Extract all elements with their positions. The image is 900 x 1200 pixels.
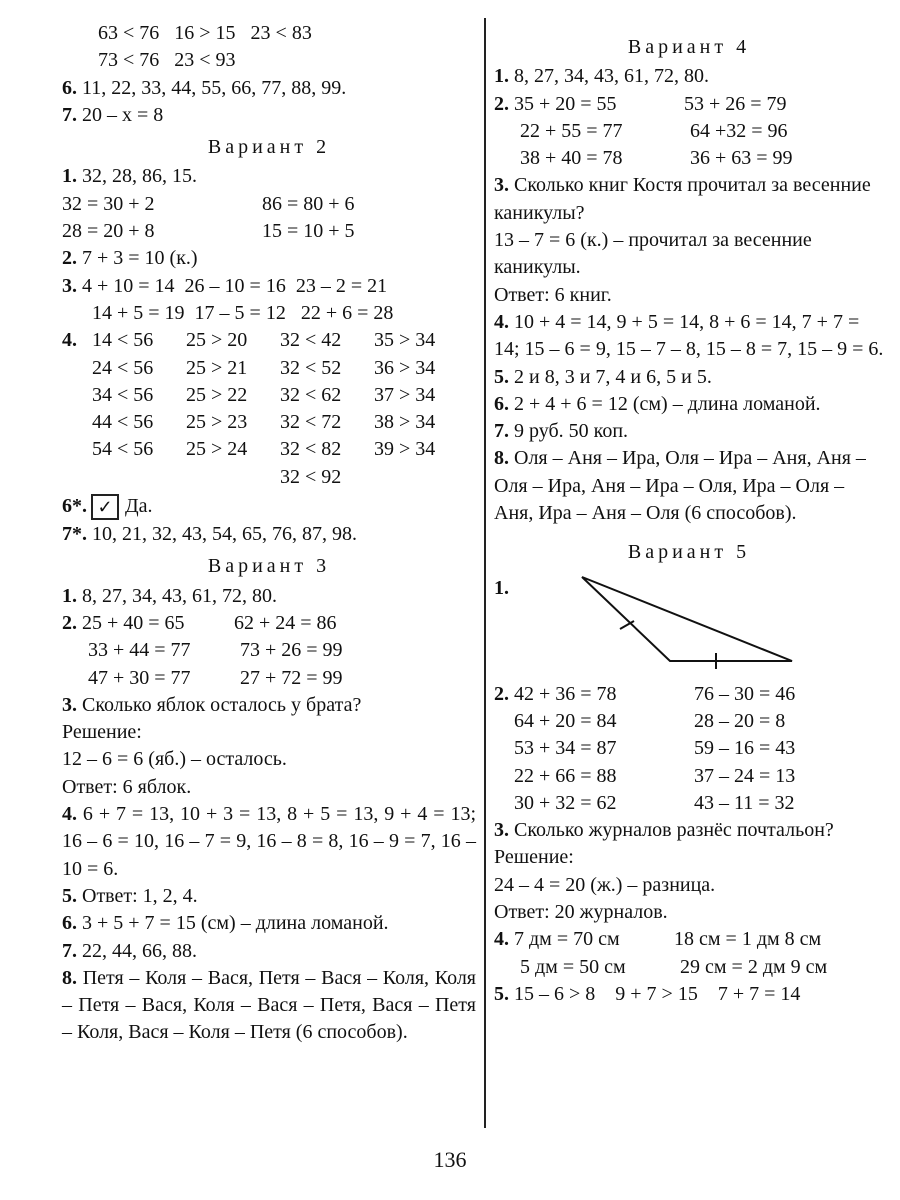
v2-answer-3-cont: 14 + 5 = 19 17 – 5 = 12 22 + 6 = 28 [92, 301, 394, 324]
v4-calculation: 13 – 7 = 6 (к.) – прочитал за весенние каникулы. [494, 229, 812, 279]
checkbox-checked-icon: ✓ [91, 494, 119, 520]
v2-answer-7: 7*. 10, 21, 32, 43, 54, 65, 76, 87, 98. [62, 523, 357, 546]
v3-answer-text: Ответ: 6 яблок. [62, 775, 192, 798]
v3-answer-2-cont: 33 + 44 = 77 73 + 26 = 99 [88, 639, 343, 662]
equation-row: 30 + 32 = 62 43 – 11 = 32 [514, 791, 795, 814]
v2-decomposition: 32 = 30 + 2 86 = 80 + 6 [62, 192, 355, 215]
variant-5-heading: Вариант 5 [627, 541, 751, 564]
left-column [62, 20, 476, 1047]
v2-answer-3: 3. 4 + 10 = 14 26 – 10 = 16 23 – 2 = 21 [62, 274, 388, 297]
v4-answer-8: 8. Оля – Аня – Ира, Оля – Ира – Аня, Аня – Оля – Ира, Аня – Ира – Оля, Ира – Оля – Аня, Ира – Аня – Оля (6 способов). [494, 447, 866, 525]
v3-solution-label: Решение: [62, 721, 142, 744]
v5-calculation: 24 – 4 = 20 (ж.) – разница. [494, 873, 716, 896]
v5-answer-4: 4. 7 дм = 70 см 18 см = 1 дм 8 см [494, 928, 822, 951]
equation-row: 64 + 20 = 84 28 – 20 = 8 [514, 709, 786, 732]
v2-answer-6: 6*. ✓ Да. [62, 491, 476, 521]
v3-answer-4: 4. 6 + 7 = 13, 10 + 3 = 13, 8 + 5 = 13, 9 + 4 = 13; 16 – 6 = 10, 16 – 7 = 9, 16 – 8 = 8, 16 – 9 = 7, 16 – 10 = 6. [62, 803, 477, 880]
v3-answer-2-cont: 47 + 30 = 77 27 + 72 = 99 [88, 666, 343, 689]
v4-answer-2: 2. 35 + 20 = 55 53 + 26 = 79 [494, 92, 787, 115]
variant-4-heading: Вариант 4 [627, 36, 751, 58]
equation-row: 53 + 34 = 87 59 – 16 = 43 [514, 737, 796, 760]
variant-3-heading: Вариант 3 [207, 555, 331, 578]
v3-answer-2: 2. 25 + 40 = 65 62 + 24 = 86 [62, 611, 337, 634]
comparison-row: 4. 14 < 56 25 > 20 32 < 42 35 > 34 [62, 329, 436, 352]
comparison-row: 54 < 56 25 > 24 32 < 82 39 > 34 [92, 438, 436, 461]
v4-answer-text: Ответ: 6 книг. [494, 283, 612, 306]
v5-answer-text: Ответ: 20 журналов. [494, 901, 668, 924]
page-number: 136 [433, 1147, 467, 1172]
comparison-line: 63 < 76 16 > 15 23 < 83 [98, 22, 312, 44]
v4-answer-1: 1. 8, 27, 34, 43, 61, 72, 80. [494, 65, 709, 88]
v4-answer-4: 4. 10 + 4 = 14, 9 + 5 = 14, 8 + 6 = 14, 7 + 7 = 14; 15 – 6 = 9, 15 – 7 – 8, 15 – 8 = 7, 15 – 9 = 6. [494, 310, 884, 361]
v3-answer-7: 7. 22, 44, 66, 88. [62, 939, 197, 962]
v5-answer-4-cont: 5 дм = 50 см 29 см = 2 дм 9 см [520, 955, 828, 978]
triangle-figure [494, 569, 884, 681]
v4-answer-3: 3. Сколько книг Костя прочитал за весенние каникулы? [494, 174, 871, 224]
v5-answer-2 [494, 681, 884, 817]
comparison-line: 73 < 76 23 < 93 [98, 49, 236, 72]
comparison-row: 34 < 56 25 > 22 32 < 62 37 > 34 [92, 383, 436, 406]
v4-answer-2-cont: 38 + 40 = 78 36 + 63 = 99 [520, 147, 793, 170]
v5-answer-3: 3. Сколько журналов разнёс почтальон? [494, 819, 834, 842]
v4-answer-6: 6. 2 + 4 + 6 = 12 (см) – длина ломаной. [494, 392, 821, 415]
comparison-row: 24 < 56 25 > 21 32 < 52 36 > 34 [92, 356, 436, 379]
comparison-row: 32 < 92 [280, 465, 342, 488]
right-column [494, 20, 884, 1008]
v2-answer-2: 2. 7 + 3 = 10 (к.) [62, 247, 198, 270]
triangle-shape [582, 577, 792, 661]
v2-answer-1: 1. 32, 28, 86, 15. [62, 165, 197, 188]
v5-answer-5: 5. 15 – 6 > 8 9 + 7 > 15 7 + 7 = 14 [494, 982, 801, 1005]
answer-6: 6. 11, 22, 33, 44, 55, 66, 77, 88, 99. [62, 76, 347, 99]
column-divider [484, 18, 486, 1128]
comparison-row: 44 < 56 25 > 23 32 < 72 38 > 34 [92, 411, 436, 434]
v5-answer-1: 1. [494, 569, 884, 681]
v5-solution-label: Решение: [494, 846, 574, 869]
v3-answer-3: 3. Сколько яблок осталось у брата? [62, 693, 362, 716]
v3-answer-8: 8. Петя – Коля – Вася, Петя – Вася – Коля, Коля – Петя – Вася, Коля – Вася – Петя, Вася – Петя – Коля, Вася – Коля – Петя (6 способов). [62, 966, 477, 1044]
v3-answer-1: 1. 8, 27, 34, 43, 61, 72, 80. [62, 584, 277, 607]
v3-answer-6: 6. 3 + 5 + 7 = 15 (см) – длина ломаной. [62, 912, 389, 935]
v3-answer-5: 5. Ответ: 1, 2, 4. [62, 884, 198, 907]
answer-7: 7. 20 – x = 8 [62, 103, 164, 126]
v2-answer-4 [62, 327, 476, 491]
v3-calculation: 12 – 6 = 6 (яб.) – осталось. [62, 748, 287, 771]
v2-decomposition: 28 = 20 + 8 15 = 10 + 5 [62, 220, 355, 243]
equation-row: 2. 42 + 36 = 78 76 – 30 = 46 [494, 682, 796, 705]
v4-answer-7: 7. 9 руб. 50 коп. [494, 420, 629, 443]
v4-answer-2-cont: 22 + 55 = 77 64 +32 = 96 [520, 119, 788, 142]
equation-row: 22 + 66 = 88 37 – 24 = 13 [514, 764, 796, 787]
v4-answer-5: 5. 2 и 8, 3 и 7, 4 и 6, 5 и 5. [494, 365, 712, 388]
variant-2-heading: Вариант 2 [207, 136, 331, 159]
